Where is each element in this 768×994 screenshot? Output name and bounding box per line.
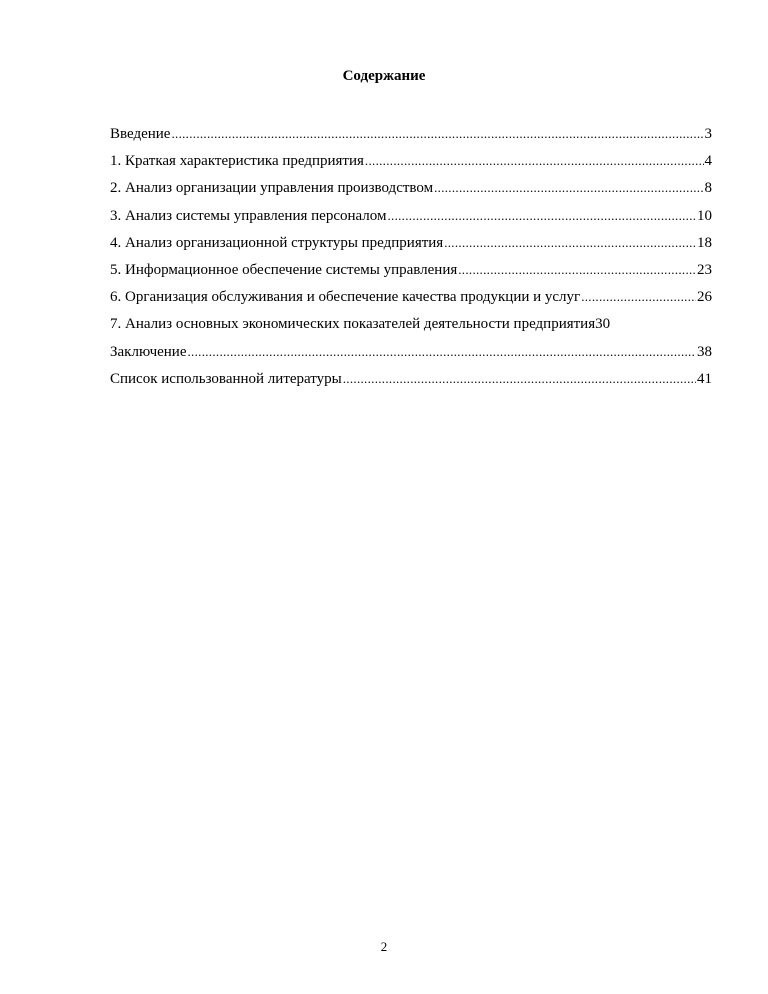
- toc-entry-title: 6. Организация обслуживания и обеспечение качества продукции и услуг: [110, 289, 581, 306]
- toc-entry[interactable]: [110, 206, 712, 233]
- toc-entry-title: 5. Информационное обеспечение системы управления: [110, 261, 458, 278]
- toc-entry[interactable]: [110, 178, 712, 205]
- toc-dot-leader: [434, 178, 703, 198]
- toc-entry-page: 41: [697, 370, 712, 387]
- toc-dot-leader: [458, 260, 696, 280]
- toc-entry-page: 4: [704, 153, 712, 170]
- page-title: Содержание: [342, 68, 426, 84]
- toc-entry-page: 18: [697, 234, 712, 251]
- toc-dot-leader: [171, 124, 703, 144]
- toc-entry-title: 1. Краткая характеристика предприятия: [110, 153, 364, 170]
- toc-entry[interactable]: [110, 151, 712, 178]
- toc-entry-page: 38: [697, 343, 712, 360]
- toc-entry-page: 10: [697, 207, 712, 224]
- toc-entry[interactable]: [110, 342, 712, 369]
- toc-dot-leader: [387, 206, 696, 226]
- toc-entry[interactable]: [110, 233, 712, 260]
- table-of-contents: [110, 124, 712, 396]
- toc-dot-leader: [188, 342, 697, 362]
- toc-entry-title: 4. Анализ организационной структуры предприятия: [110, 234, 444, 251]
- toc-entry-title: Заключение: [110, 343, 187, 360]
- toc-entry[interactable]: [110, 369, 712, 396]
- toc-entry[interactable]: [110, 287, 712, 314]
- toc-entry-page: 3: [704, 126, 712, 142]
- toc-entry[interactable]: [110, 124, 712, 151]
- toc-entry-title: 2. Анализ организации управления производством: [110, 180, 434, 197]
- toc-dot-leader: [581, 287, 696, 307]
- toc-entry-page: 8: [704, 180, 712, 197]
- toc-entry-title: 3. Анализ системы управления персоналом: [110, 207, 387, 224]
- page-number: 2: [380, 939, 388, 954]
- toc-entry-page: 30: [595, 316, 611, 333]
- toc-entry-title: 7. Анализ основных экономических показателей деятельности предприятия: [110, 316, 596, 333]
- toc-dot-leader: [444, 233, 696, 253]
- toc-entry[interactable]: [110, 314, 712, 341]
- toc-dot-leader: [343, 369, 696, 389]
- toc-entry-title: Введение: [110, 126, 171, 142]
- toc-entry-title: Список использованной литературы: [110, 370, 342, 387]
- toc-dot-leader: [365, 151, 704, 171]
- toc-entry-page: 26: [697, 289, 712, 306]
- toc-entry[interactable]: [110, 260, 712, 287]
- toc-entry-page: 23: [697, 261, 712, 278]
